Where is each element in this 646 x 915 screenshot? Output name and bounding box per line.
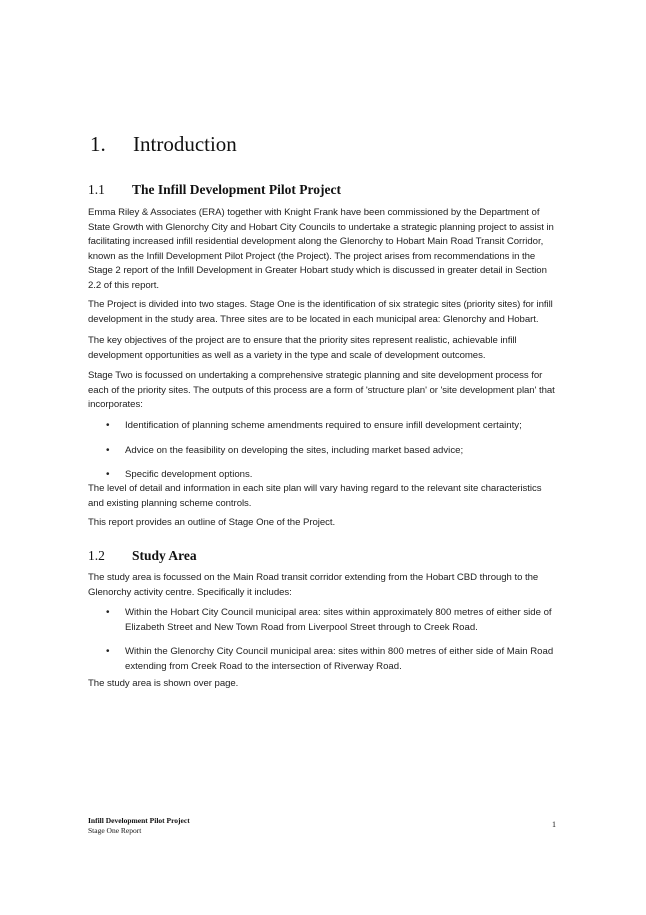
footer-title: Infill Development Pilot Project (88, 816, 190, 825)
bullet-icon: • (106, 444, 110, 456)
bullet-icon: • (106, 420, 110, 431)
paragraph: The study area is shown over page. (88, 678, 239, 689)
section-heading-1-2 (88, 548, 197, 564)
page-footer (88, 816, 190, 836)
chapter-heading (90, 132, 237, 157)
bullet-icon: • (106, 469, 110, 481)
paragraph: The study area is focussed on the Main Road transit corridor extending from the Hobart CBD through to the Glenorchy activity centre. Specifically it includes: (88, 572, 539, 598)
paragraph: Emma Riley & Associates (ERA) together with Knight Frank have been commissioned by the Department of State Growth with Glenorchy City and Hobart City Councils to undertake a strategic planning project to assist in facilitating increased infill residential development along the Glenorchy to Hobart Main Road Transit Corridor, known as the Infill Development Pilot Project (the Project). The project arises from recommendations in the Stage 2 report of the Infill Development in Greater Hobart study which is discussed in greater detail in Section 2.2 of this report. (88, 207, 554, 291)
section-number: 1.1 (88, 182, 105, 197)
section-title: The Infill Development Pilot Project (132, 182, 341, 197)
list-item: • Specific development options. (88, 468, 558, 483)
section-title: Study Area (132, 548, 197, 563)
list-item: • Within the Hobart City Council municipal area: sites within approximately 800 metres of either side of Elizabeth Street and New Town Road from Liverpool Street through to Creek Road. (106, 607, 552, 633)
paragraph: This report provides an outline of Stage One of the Project. (88, 517, 336, 528)
bullet-icon: • (106, 646, 110, 658)
section-heading-1-1 (88, 182, 341, 198)
bullet-list (88, 606, 558, 684)
page-number: 1 (552, 820, 556, 829)
chapter-title: Introduction (133, 132, 237, 156)
paragraph: The key objectives of the project are to ensure that the priority sites represent realistic, achievable infill development opportunities as well as a variety in the type and scale of development outcomes. (88, 335, 517, 361)
section-number: 1.2 (88, 548, 105, 563)
paragraph: The Project is divided into two stages. Stage One is the identification of six strategic sites (priority sites) for infill development in the study area. Three sites are to be located in each municipal area: Glenorchy and Hobart. (88, 299, 553, 325)
chapter-number: 1. (90, 132, 106, 156)
list-item: • Identification of planning scheme amendments required to ensure infill development certainty; (88, 419, 558, 434)
paragraph: The level of detail and information in each site plan will vary having regard to the relevant site characteristics and existing planning scheme controls. (88, 483, 542, 509)
paragraph: Stage Two is focussed on undertaking a comprehensive strategic planning and site development process for each of the priority sites. The outputs of this process are a form of 'structure plan' or 'site development plan' that incorporates: (88, 370, 555, 411)
bullet-icon: • (106, 607, 110, 618)
footer-subtitle: Stage One Report (88, 826, 142, 835)
list-item: • Within the Glenorchy City Council municipal area: sites within 800 metres of either side of Main Road extending from Creek Road to the intersection of Riverway Road. (106, 646, 554, 672)
list-item: • Advice on the feasibility on developing the sites, including market based advice; (88, 444, 558, 459)
